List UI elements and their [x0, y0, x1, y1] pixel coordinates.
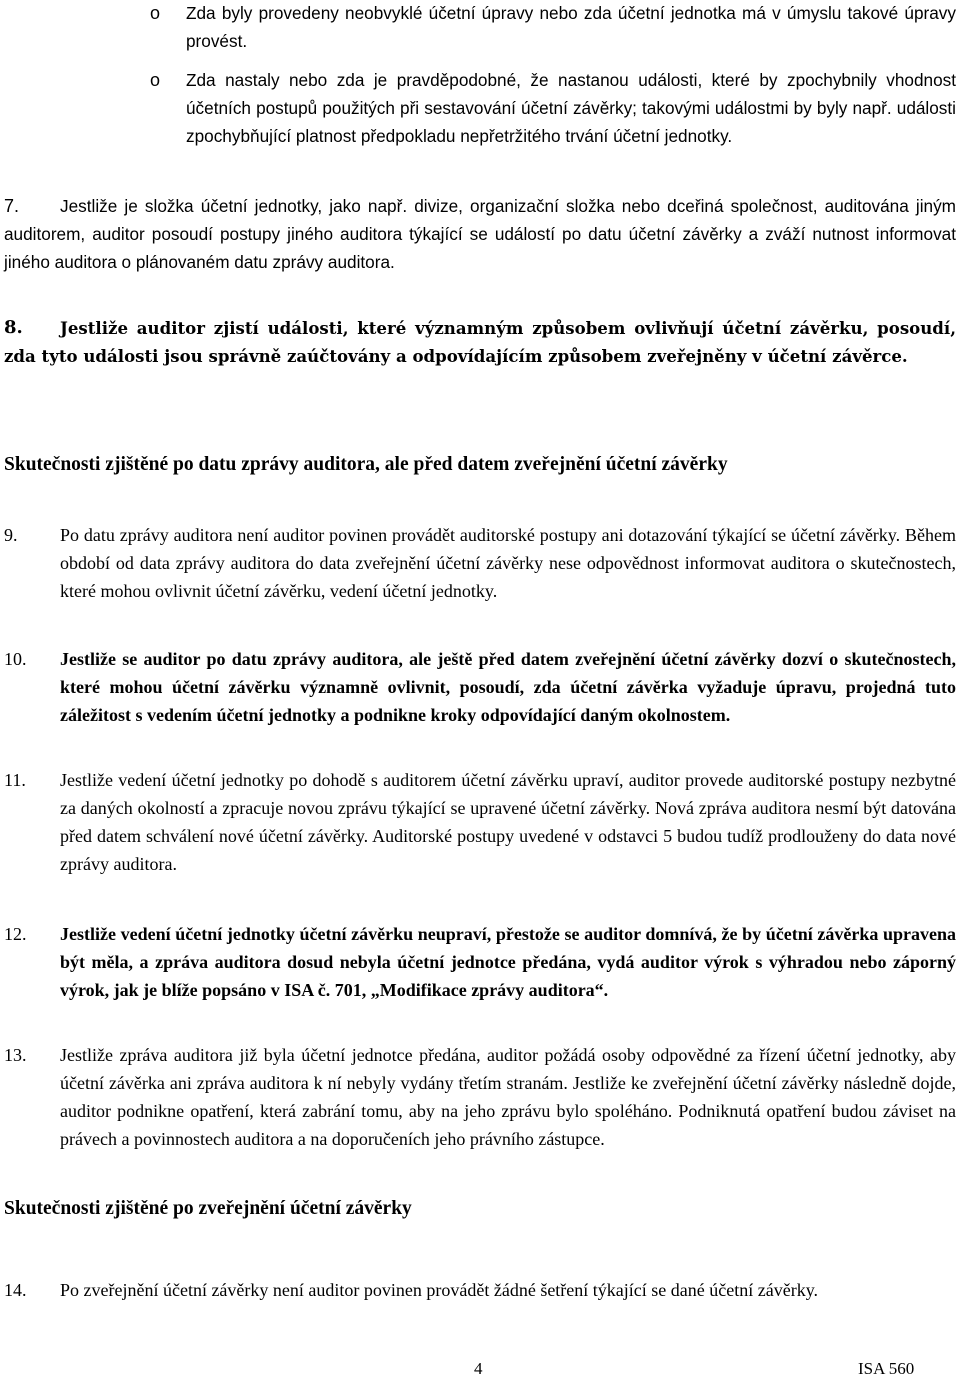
paragraph-number: 10. [4, 649, 27, 669]
paragraph-number: 11. [4, 770, 26, 790]
paragraph-number: 14. [4, 1280, 27, 1300]
paragraph-11: Jestliže vedení účetní jednotky po dohodě s auditorem účetní závěrku upraví, auditor provede auditorské postupy nezbytné za daných okolností a zpracuje novou zprávu týkající se upravené účetní závěrky. Nová zpráva auditora nesmí být datována před datem schválení nové účetní závěrky. Auditorské postupy uvedené v odstavci 5 budou tudíž prodlouženy do data nové zprávy auditora. [60, 770, 956, 874]
paragraph-10: Jestliže se auditor po datu zprávy auditora, ale ještě před datem zveřejnění účetní závěrky dozví o skutečnostech, které mohou účetní závěrku významně ovlivnit, posoudí, zda účetní závěrka vyžaduje úpravu, projedná tuto záležitost s vedením účetní jednotky a podnikne kroky odpovídající daným okolnostem. [60, 649, 956, 725]
bullet-text: Zda byly provedeny neobvyklé účetní úpravy nebo zda účetní jednotka má v úmyslu takové úpravy provést. [186, 3, 956, 51]
section-heading: Skutečnosti zjištěné po zveřejnění účetní závěrky [4, 1198, 412, 1219]
paragraph-number: 8. [4, 317, 23, 338]
bullet-marker: o [150, 3, 161, 23]
paragraph-number: 7. [4, 196, 20, 216]
page-number: 4 [474, 1359, 483, 1378]
paragraph-9: Po datu zprávy auditora není auditor povinen provádět auditorské postupy ani dotazování týkající se účetní závěrky. Během období od data zprávy auditora do data zveřejnění účetní závěrky nese odpovědnost informovat auditora o skutečnostech, které mohou ovlivnit účetní závěrku, vedení účetní jednotky. [60, 525, 956, 601]
section-heading: Skutečnosti zjištěné po datu zprávy auditora, ale před datem zveřejnění účetní závěrky [4, 454, 728, 475]
bullet-marker: o [150, 70, 161, 90]
paragraph-7: Jestliže je složka účetní jednotky, jako např. divize, organizační složka nebo dceřiná společnost, auditována jiným auditorem, auditor posoudí postupy jiného auditora týkající se událostí po datu účetní závěrky a zváží nutnost informovat jiného auditora o plánovaném datu zprávy auditora. [4, 196, 956, 272]
paragraph-8: Jestliže auditor zjistí události, které významným způsobem ovlivňují účetní závěrku, posoudí, zda tyto události jsou správně zaúčtovány a odpovídajícím způsobem zveřejněny v účetní závěrce. [4, 318, 956, 366]
paragraph-number: 12. [4, 924, 27, 944]
document-code: ISA 560 [858, 1359, 915, 1378]
paragraph-12: Jestliže vedení účetní jednotky účetní závěrku neupraví, přestože se auditor domnívá, že by účetní závěrka upravena být měla, a zpráva auditora dosud nebyla účetní jednotce předána, vydá auditor výrok s výhradou nebo záporný výrok, jak je blíže popsáno v ISA č. 701, „Modifikace zprávy auditora“. [60, 924, 956, 1000]
paragraph-number: 9. [4, 525, 18, 545]
bullet-text: Zda nastaly nebo zda je pravděpodobné, že nastanou události, které by zpochybnily vhodnost účetních postupů použitých při sestavování účetní závěrky; takovými událostmi by byly např. události zpochybňující platnost předpokladu nepřetržitého trvání účetní jednotky. [186, 70, 956, 146]
paragraph-14: Po zveřejnění účetní závěrky není auditor povinen provádět žádné šetření týkající se dané účetní závěrky. [60, 1280, 819, 1300]
paragraph-number: 13. [4, 1045, 27, 1065]
paragraph-13: Jestliže zpráva auditora již byla účetní jednotce předána, auditor požádá osoby odpovědné za řízení účetní jednotky, aby účetní závěrka ani zpráva auditora k ní nebyly vydány třetím stranám. Jestliže ke zveřejnění účetní závěrky následně dojde, auditor podnikne opatření, která zabrání tomu, aby na jeho zprávu bylo spoléháno. Podniknutá opatření budou záviset na právech a povinnostech auditora a na doporučeních jeho právního zástupce. [60, 1045, 956, 1149]
